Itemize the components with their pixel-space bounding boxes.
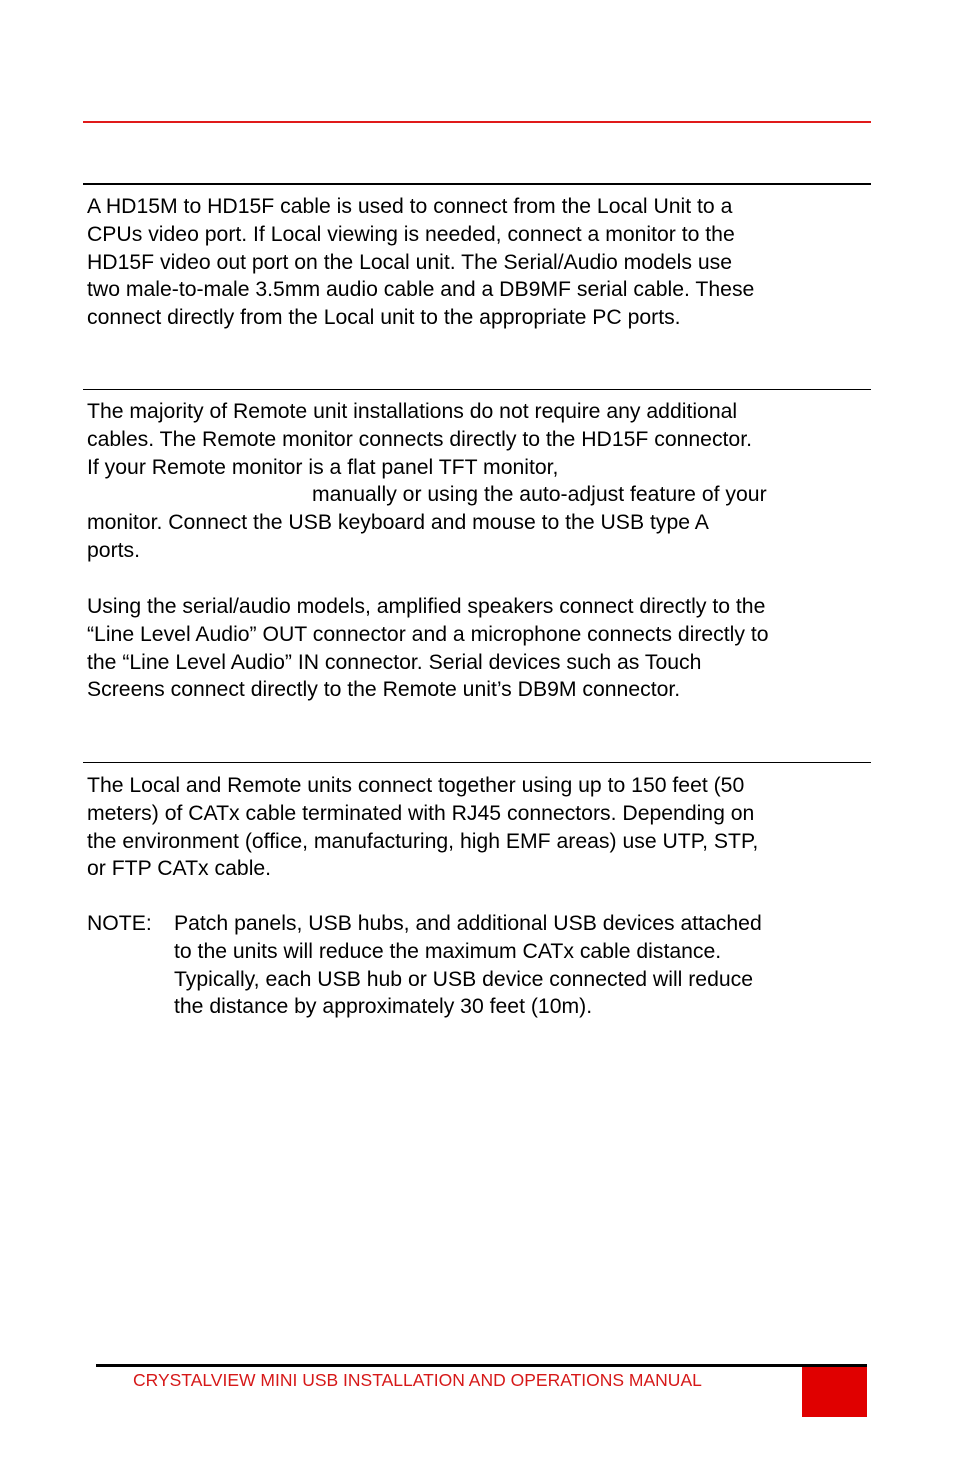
text-line: ports. (87, 538, 140, 562)
text-line: the distance by approximately 30 feet (10m). (174, 995, 593, 1019)
footer-page-box (802, 1367, 867, 1417)
text-line: manually or using the auto-adjust feature of your (312, 483, 767, 507)
footer-manual-title: CRYSTALVIEW MINI USB INSTALLATION AND OPERATIONS MANUAL (133, 1370, 702, 1390)
text-line: Using the serial/audio models, amplified speakers connect directly to the (87, 595, 766, 618)
header-red-rule (83, 121, 871, 123)
local-unit-paragraph (87, 193, 877, 332)
text-line: A HD15M to HD15F cable is used to connect from the Local Unit to a (87, 195, 733, 218)
footer-rule (96, 1364, 867, 1367)
text-line: cables. The Remote monitor connects directly to the HD15F connector. (87, 427, 752, 451)
text-line: “Line Level Audio” OUT connector and a microphone connects directly to (87, 622, 769, 646)
text-line: two male-to-male 3.5mm audio cable and a DB9MF serial cable. These (87, 278, 755, 302)
text-line: meters) of CATx cable terminated with RJ45 connectors. Depending on (87, 801, 755, 825)
section-divider-catx (83, 762, 871, 763)
section-divider-remote (83, 389, 871, 390)
text-line: The majority of Remote unit installations do not require any additional (87, 400, 738, 423)
remote-unit-paragraph (87, 398, 877, 565)
note-label: NOTE: (87, 912, 152, 935)
text-line: connect directly from the Local unit to the appropriate PC ports. (87, 306, 681, 330)
text-line: The Local and Remote units connect together using up to 150 feet (50 (87, 774, 745, 797)
serial-audio-paragraph (87, 593, 877, 704)
text-line: CPUs video port. If Local viewing is needed, connect a monitor to the (87, 222, 735, 246)
text-line: to the units will reduce the maximum CATx cable distance. (174, 939, 722, 963)
text-line: or FTP CATx cable. (87, 857, 272, 881)
note-text (174, 910, 762, 1021)
text-line: the environment (office, manufacturing, high EMF areas) use UTP, STP, (87, 829, 759, 853)
text-line: Screens connect directly to the Remote unit’s DB9M connector. (87, 678, 681, 702)
text-line: Typically, each USB hub or USB device connected will reduce (174, 967, 754, 991)
section-divider-local (83, 183, 871, 185)
text-line: Patch panels, USB hubs, and additional USB devices attached (174, 912, 762, 935)
text-line: monitor. Connect the USB keyboard and mouse to the USB type A (87, 511, 709, 535)
text-line: the “Line Level Audio” IN connector. Serial devices such as Touch (87, 650, 702, 674)
text-line: If your Remote monitor is a flat panel TFT monitor, (87, 455, 559, 479)
catx-paragraph (87, 772, 877, 883)
text-line: HD15F video out port on the Local unit. The Serial/Audio models use (87, 250, 733, 274)
